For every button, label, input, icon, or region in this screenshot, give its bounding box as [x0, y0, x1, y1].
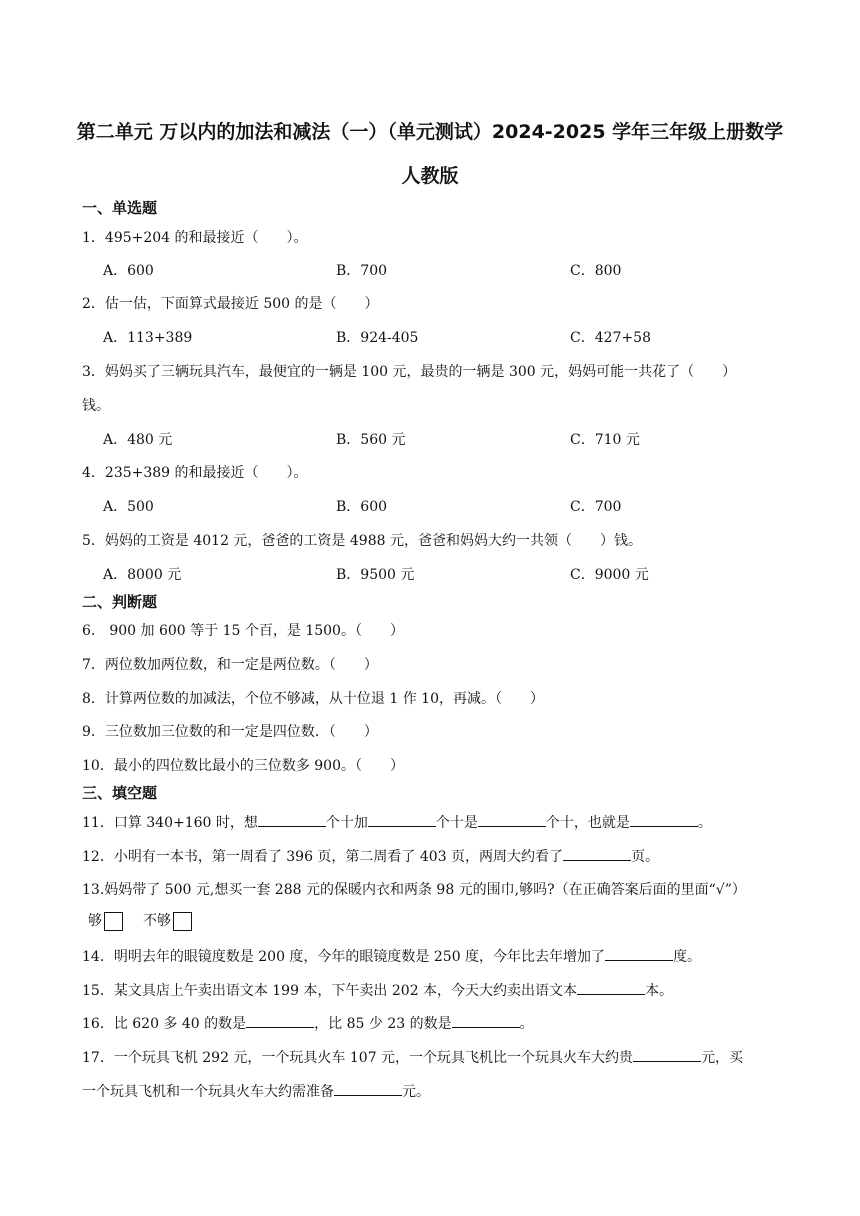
question-text: 12．小明有一本书，第一周看了 396 页，第二周看了 403 页，两周大约看了 — [82, 849, 564, 865]
answer-blank[interactable] — [368, 814, 436, 827]
question-text: 元，买 — [701, 1050, 744, 1066]
question-7: 7．两位数加两位数，和一定是两位数。（ ） — [82, 657, 378, 673]
question-17-continued — [82, 1081, 430, 1101]
answer-blank[interactable] — [334, 1083, 402, 1096]
question-14 — [82, 946, 701, 966]
question-text: 。 — [519, 1016, 534, 1032]
answer-blank[interactable] — [246, 1015, 314, 1028]
section-heading: 二、判断题 — [82, 593, 158, 611]
question-text: 度。 — [673, 949, 702, 965]
page-title: 第二单元 万以内的加法和减法（一）（单元测试）2024-2025 学年三年级上册数学 — [76, 121, 784, 143]
option-a: A．500 — [103, 499, 154, 515]
answer-blank[interactable] — [577, 982, 645, 995]
question-text: 个十加 — [325, 815, 368, 831]
question-text: 11．口算 340+160 时，想 — [82, 815, 258, 831]
option-b: B．9500 元 — [336, 567, 415, 583]
option-b: B．924-405 — [336, 330, 419, 346]
section-heading: 一、单选题 — [82, 199, 158, 217]
option-b: B．700 — [336, 263, 388, 279]
question-3: 3．妈妈买了三辆玩具汽车，最便宜的一辆是 100 元，最贵的一辆是 300 元，妈妈可能一共花了（ ） — [82, 364, 737, 380]
option-c: C．9000 元 — [570, 567, 649, 583]
choice-label: 够 — [88, 913, 102, 929]
question-5: 5．妈妈的工资是 4012 元，爸爸的工资是 4988 元，爸爸和妈妈大约一共领（ ）钱。 — [82, 533, 642, 549]
answer-blank[interactable] — [630, 814, 698, 827]
page-subtitle: 人教版 — [401, 165, 459, 187]
option-a: A．113+389 — [103, 330, 193, 346]
answer-blank[interactable] — [452, 1015, 520, 1028]
question-text: 17．一个玩具飞机 292 元，一个玩具火车 107 元，一个玩具飞机比一个玩具火车大约贵 — [82, 1050, 634, 1066]
question-16 — [82, 1013, 534, 1033]
option-b: B．600 — [336, 499, 388, 515]
question-3-continued: 钱。 — [82, 398, 110, 414]
question-17 — [82, 1047, 743, 1067]
question-text: 14．明明去年的眼镜度数是 200 度，今年的眼镜度数是 250 度，今年比去年增加了 — [82, 949, 606, 965]
option-a: A．480 元 — [103, 432, 173, 448]
question-text: 页。 — [631, 849, 660, 865]
choice-label: 不够 — [143, 913, 171, 929]
question-13-choices — [88, 910, 212, 931]
question-11 — [82, 812, 712, 832]
option-c: C．700 — [570, 499, 622, 515]
question-text: 个十是 — [435, 815, 478, 831]
option-b: B．560 元 — [336, 432, 406, 448]
checkbox-enough[interactable] — [104, 912, 123, 931]
question-9: 9．三位数加三位数的和一定是四位数．（ ） — [82, 724, 378, 740]
question-13: 13.妈妈带了 500 元,想买一套 288 元的保暖内衣和两条 98 元的围巾,够吗?（在正确答案后面的里面“√”） — [82, 882, 746, 898]
question-text: ，比 85 少 23 的数是 — [314, 1016, 452, 1032]
question-text: 元。 — [402, 1084, 430, 1100]
question-1: 1．495+204 的和最接近（ ）。 — [82, 230, 308, 246]
question-12 — [82, 846, 659, 866]
question-10: 10．最小的四位数比最小的三位数多 900。（ ） — [82, 758, 404, 774]
question-text: 个十，也就是 — [545, 815, 630, 831]
question-2: 2．估一估，下面算式最接近 500 的是（ ） — [82, 296, 379, 312]
answer-blank[interactable] — [563, 848, 631, 861]
option-c: C．710 元 — [570, 432, 640, 448]
question-6: 6． 900 加 600 等于 15 个百，是 1500。（ ） — [82, 623, 404, 639]
answer-blank[interactable] — [633, 1049, 701, 1062]
question-text: 16．比 620 多 40 的数是 — [82, 1016, 247, 1032]
question-text: 本。 — [645, 983, 674, 999]
question-8: 8．计算两位数的加减法，个位不够减，从十位退 1 作 10，再减。（ ） — [82, 691, 544, 707]
option-a: A．600 — [103, 263, 154, 279]
question-text: 15．某文具店上午卖出语文本 199 本，下午卖出 202 本，今天大约卖出语文本 — [82, 983, 578, 999]
section-heading: 三、填空题 — [82, 784, 158, 802]
option-c: C．427+58 — [570, 330, 651, 346]
answer-blank[interactable] — [258, 814, 326, 827]
checkbox-not-enough[interactable] — [173, 912, 192, 931]
question-15 — [82, 980, 673, 1000]
option-a: A．8000 元 — [103, 567, 182, 583]
answer-blank[interactable] — [478, 814, 546, 827]
question-text: 。 — [697, 815, 712, 831]
option-c: C．800 — [570, 263, 622, 279]
question-4: 4．235+389 的和最接近（ ）。 — [82, 465, 308, 481]
answer-blank[interactable] — [605, 948, 673, 961]
question-text: 一个玩具飞机和一个玩具火车大约需准备 — [82, 1084, 334, 1100]
